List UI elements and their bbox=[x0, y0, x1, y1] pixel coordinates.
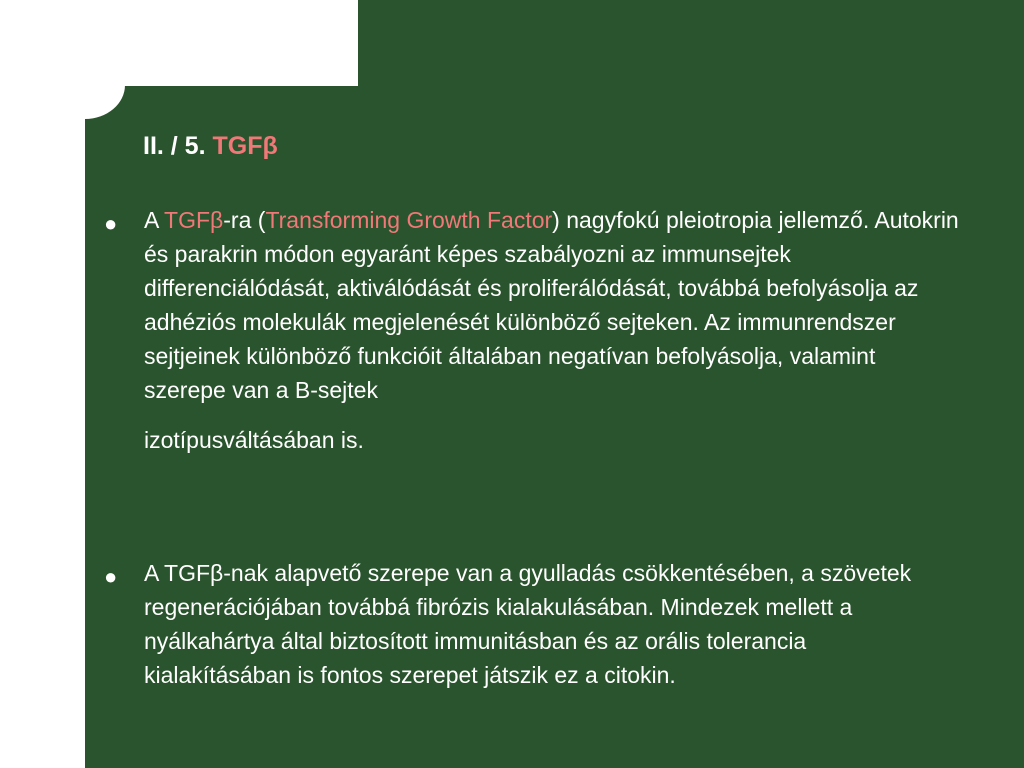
corner-decoration bbox=[0, 0, 358, 86]
bullet-2: ● bbox=[104, 564, 118, 589]
title-prefix: II. / 5. bbox=[143, 132, 213, 160]
slide-title bbox=[143, 132, 278, 161]
p1-part2: -ra ( bbox=[223, 207, 266, 233]
paragraph-1 bbox=[144, 203, 959, 457]
p1-accent-tgf: TGFβ bbox=[164, 207, 224, 233]
p1-accent-transforming-growth-factor: Transforming Growth Factor bbox=[265, 207, 553, 233]
title-accent: TGFβ bbox=[212, 132, 278, 160]
p1-last-line: izotípusváltásában is. bbox=[144, 427, 364, 453]
bullet-1: ● bbox=[104, 211, 118, 236]
p1-part1: A bbox=[144, 207, 165, 233]
p1-part3: ) nagyfokú pleiotropia jellemző. Autokrin és parakrin módon egyaránt képes szabályozni az immunsejtek differenciálódását, aktiválódását és proliferálódását, továbbá befolyásolja az adhéziós molekulák megjelenését különböző sejteken. Az immunrendszer sejtjeinek különböző funkcióit általában negatívan befolyásolja, valamint szerepe van a B-sejtek bbox=[144, 207, 959, 403]
paragraph-2: A TGFβ-nak alapvető szerepe van a gyulladás csökkentésében, a szövetek regenerációjában továbbá fibrózis kialakulásában. Mindezek mellett a nyálkahártya által biztosított immunitásban és az orális tolerancia kialakításában is fontos szerepet játszik ez a citokin. bbox=[144, 560, 912, 688]
